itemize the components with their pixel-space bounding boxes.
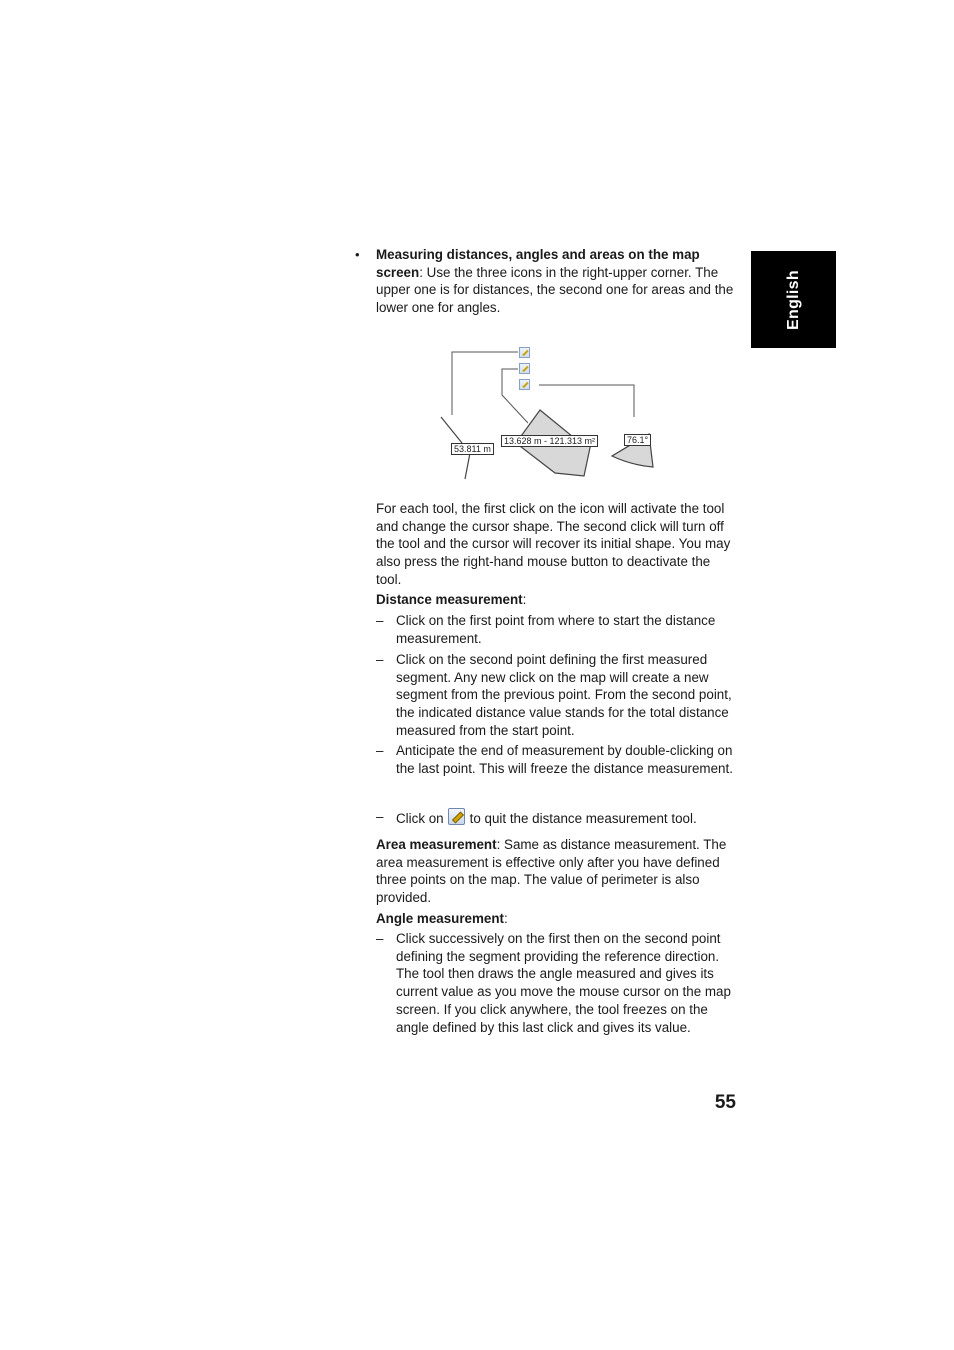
dash-marker: – [376, 743, 384, 758]
distance-heading-suffix: : [522, 592, 527, 607]
distance-heading: Distance measurement [376, 592, 523, 607]
distance-segment-1 [441, 417, 462, 443]
angle-connector-line [539, 385, 634, 417]
area-tool-icon[interactable] [519, 363, 530, 374]
list-item-text: Click successively on the first then on the second point defining the segment providing the reference direction. The tool then draws the angle measured and gives its current value as you move the mouse cursor on the map screen. If you click anywhere, the tool freezes on the angle defined by this last click and gives its value. [396, 931, 731, 1035]
distance-section-heading [376, 591, 736, 609]
area-heading: Area measurement [376, 837, 497, 852]
page-number: 55 [714, 1092, 736, 1113]
list-item-text: Click on the first point from where to start the distance measurement. [396, 613, 716, 646]
distance-segment-2 [465, 453, 470, 479]
ruler-icon[interactable] [448, 808, 465, 825]
quit-text-before: Click on [396, 811, 444, 826]
quit-text-after: to quit the distance measurement tool. [469, 811, 697, 826]
dash-marker: – [376, 613, 384, 628]
area-text: : Same as distance measurement. The area measurement is effective only after you have defined three points on the map. The value of perimeter is also provided. [376, 837, 727, 906]
bullet-marker: • [355, 247, 360, 262]
ruler-icon[interactable] [519, 347, 530, 358]
dash-marker: – [376, 809, 384, 824]
language-tab-label: English [784, 269, 802, 330]
intro-paragraph [376, 246, 736, 317]
angle-heading-suffix: : [504, 911, 508, 926]
area-value-label: 13.628 m - 121.313 m² [501, 435, 598, 447]
dash-marker: – [376, 652, 384, 667]
dash-marker: – [376, 931, 384, 946]
tool-toggle-text: For each tool, the first click on the icon will activate the tool and change the cursor shape. The second click will turn off the tool and the cursor will recover its initial shape. You may also press the right-hand mouse button to deactivate the tool. [376, 501, 731, 587]
intro-heading-suffix: : [419, 264, 423, 280]
list-item-text [396, 808, 736, 828]
distance-connector-line [452, 352, 518, 415]
measurement-tools-figure [436, 343, 660, 483]
tool-toggle-paragraph [376, 500, 736, 589]
angle-section-heading [376, 910, 736, 928]
area-section [376, 836, 736, 907]
distance-value-label: 53.811 m [451, 443, 494, 455]
angle-tool-icon[interactable] [519, 379, 530, 390]
intro-heading: Measuring distances, angles and areas on the map screen [376, 247, 700, 280]
angle-value-label: 76.1° [624, 434, 651, 446]
figure-drawing [436, 343, 660, 483]
intro-text: Use the three icons in the right-upper corner. The upper one is for distances, the second one for areas and the lower one for angles. [376, 264, 734, 316]
language-tab [751, 251, 836, 348]
angle-heading: Angle measurement [376, 911, 504, 926]
list-item-text: Anticipate the end of measurement by double-clicking on the last point. This will freeze the distance measurement. [396, 743, 733, 776]
list-item-text: Click on the second point defining the first measured segment. Any new click on the map will create a new segment from the previous point. From the second point, the indicated distance value stands for the total distance measured from the start point. [396, 652, 732, 738]
area-connector-line [502, 369, 528, 423]
